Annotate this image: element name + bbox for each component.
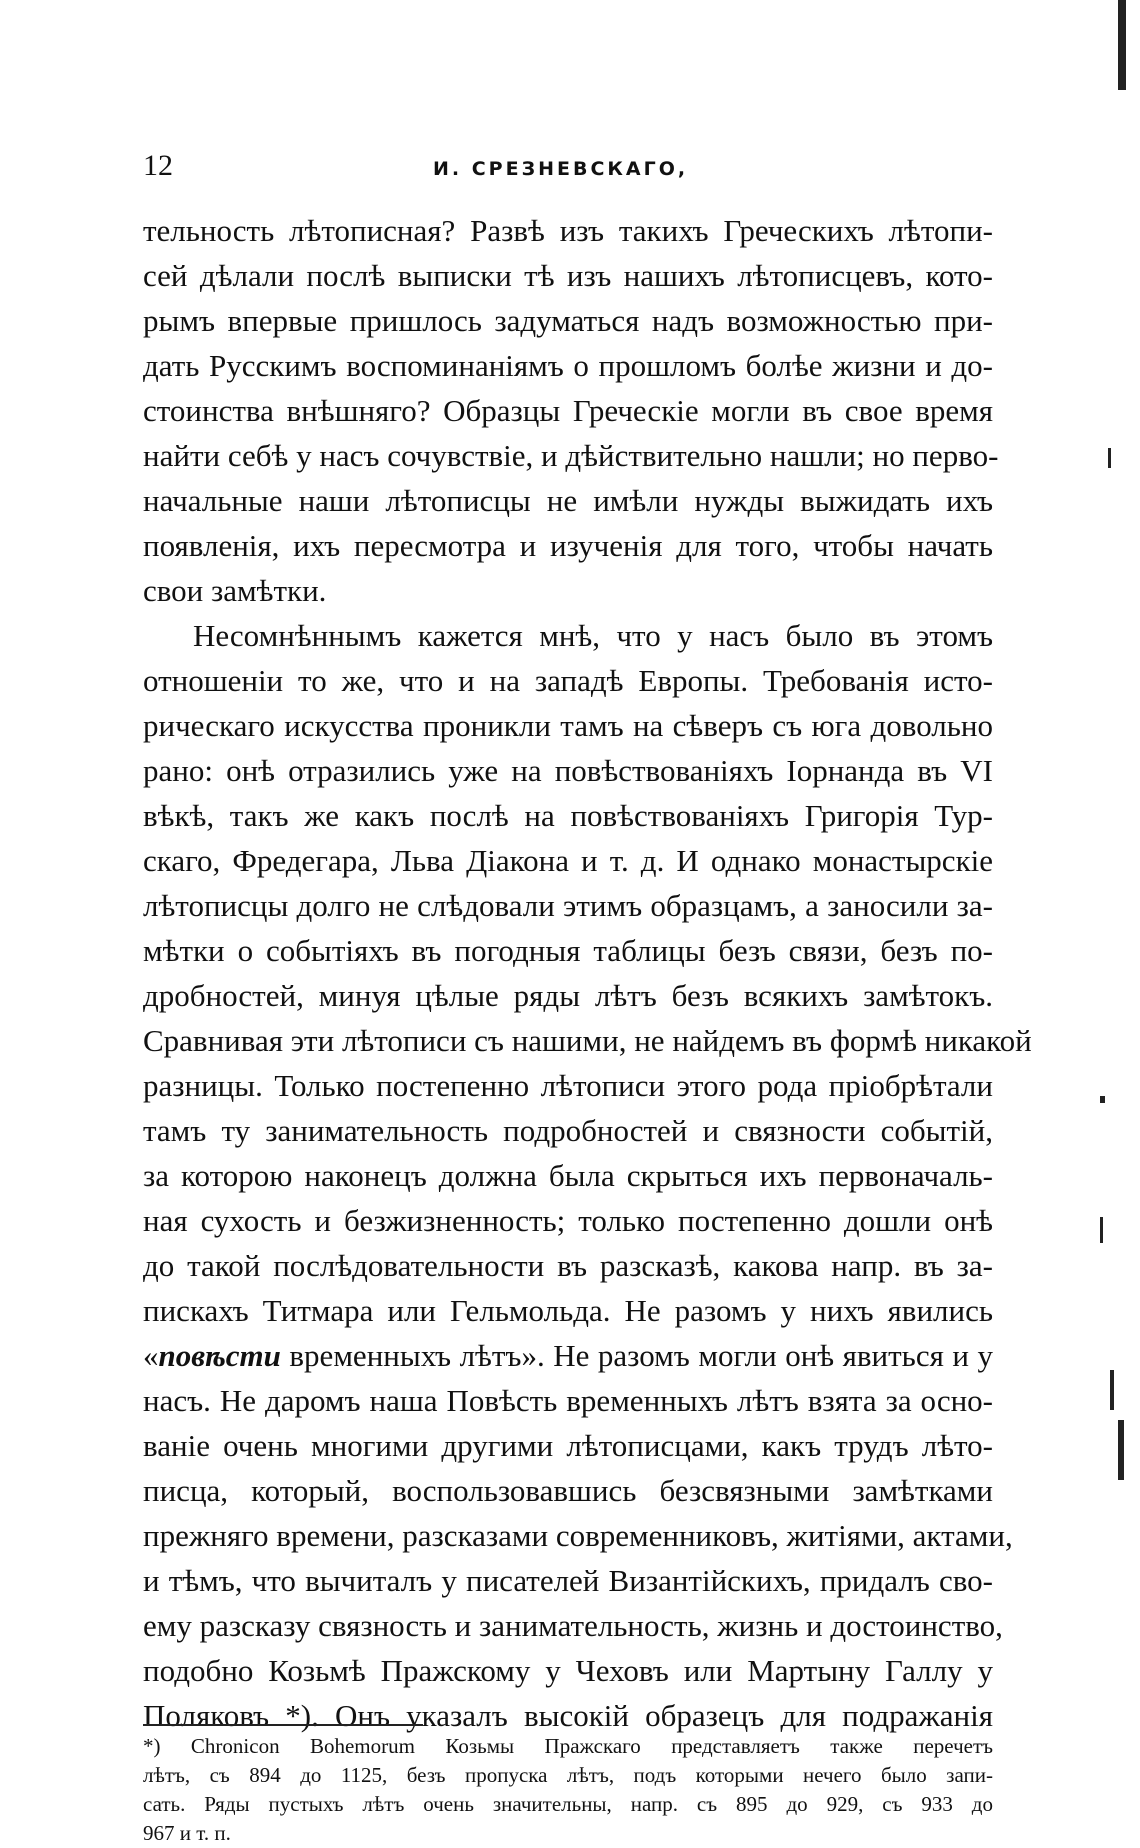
text-line: начальные наши лѣтописцы не имѣли нужды выжидать ихъ: [143, 483, 993, 518]
footnote-line: лѣтъ, съ 894 до 1125, безъ пропуска лѣтъ, подъ которыми нечего было запи-: [143, 1763, 993, 1787]
text-line: до такой послѣдовательности въ разсказѣ, какова напр. въ за-: [143, 1248, 993, 1283]
scan-mark: [1110, 1370, 1114, 1410]
page-number: 12: [143, 149, 173, 182]
text-line: тамъ ту занимательность подробностей и связности событій,: [143, 1113, 993, 1148]
text-line: дать Русскимъ воспоминаніямъ о прошломъ болѣе жизни и до-: [143, 348, 993, 383]
text-line: рымъ впервые пришлось задуматься надъ возможностью при-: [143, 303, 993, 338]
body-text: [143, 208, 1032, 1738]
text-line: разницы. Только постепенно лѣтописи этого рода пріобрѣтали: [143, 1068, 993, 1103]
footnote-line: 967 и т. п.: [143, 1821, 231, 1845]
text-line: появленія, ихъ пересмотра и изученія для того, чтобы начать: [143, 528, 993, 563]
text-line: вѣкѣ, такъ же какъ послѣ на повѣствованіяхъ Григорія Тур-: [143, 798, 993, 833]
text-line: ему разсказу связность и занимательность, жизнь и достоинство,: [143, 1608, 1003, 1643]
text-line: писца, который, воспользовавшись безсвязными замѣтками: [143, 1473, 993, 1508]
text-line: пискахъ Титмара или Гельмольда. Не разомъ у нихъ явились: [143, 1293, 993, 1328]
text-line: свои замѣтки.: [143, 573, 327, 608]
text-line: мѣтки о событіяхъ въ погодныя таблицы безъ связи, безъ по-: [143, 933, 993, 968]
text-line: подобно Козьмѣ Пражскому у Чеховъ или Мартыну Галлу у: [143, 1653, 993, 1688]
text-line: дробностей, минуя цѣлые ряды лѣтъ безъ всякихъ замѣтокъ.: [143, 978, 993, 1013]
footnote: [143, 1732, 993, 1848]
text-line: ваніе очень многими другими лѣтописцами, какъ трудъ лѣто-: [143, 1428, 993, 1463]
text-line: ная сухость и безжизненность; только постепенно дошли онѣ: [143, 1203, 993, 1238]
text-line: прежняго времени, разсказами современниковъ, житіями, актами,: [143, 1518, 1013, 1553]
text-line: отношеніи то же, что и на западѣ Европы. Требованія исто-: [143, 663, 993, 698]
scan-mark: [1118, 0, 1126, 90]
text-line: рано: онѣ отразились уже на повѣствованіяхъ Іорнанда въ VI: [143, 753, 993, 788]
text-line: стоинства внѣшняго? Образцы Греческіе могли въ свое время: [143, 393, 993, 428]
footnote-divider: [143, 1724, 423, 1726]
text-line: и тѣмъ, что вычиталъ у писателей Византійскихъ, придалъ сво-: [143, 1563, 993, 1598]
page-header: [143, 148, 993, 190]
italic-word: повѣсти: [158, 1338, 281, 1373]
quote-open: «: [143, 1338, 159, 1373]
scan-mark: [1108, 448, 1111, 468]
text-line: найти себѣ у насъ сочувствіе, и дѣйствительно нашли; но перво-: [143, 438, 999, 473]
text-line: Поляковъ *). Онъ указалъ высокій образецъ для подражанія: [143, 1698, 993, 1733]
paragraph-start-line: Несомнѣннымъ кажется мнѣ, что у насъ было въ этомъ: [193, 618, 993, 653]
text-line: лѣтописцы долго не слѣдовали этимъ образцамъ, а заносили за-: [143, 888, 993, 923]
text-line: тельность лѣтописная? Развѣ изъ такихъ Греческихъ лѣтопи-: [143, 213, 993, 248]
text-line: рическаго искусства проникли тамъ на сѣверъ съ юга довольно: [143, 708, 993, 743]
text-line: сей дѣлали послѣ выписки тѣ изъ нашихъ лѣтописцевъ, кото-: [143, 258, 993, 293]
text-line: за которою наконецъ должна была скрыться ихъ первоначаль-: [143, 1158, 993, 1193]
footnote-line: *) Chronicon Bohemorum Козьмы Пражскаго представляетъ также перечетъ: [143, 1734, 993, 1758]
text-line: скаго, Фредегара, Льва Діакона и т. д. И однако монастырскіе: [143, 843, 993, 878]
line-remainder: временныхъ лѣтъ». Не разомъ могли онѣ явиться и у: [280, 1338, 993, 1373]
text-line: Сравнивая эти лѣтописи съ нашими, не найдемъ въ формѣ никакой: [143, 1023, 1032, 1058]
text-line: насъ. Не даромъ наша Повѣсть временныхъ лѣтъ взята за осно-: [143, 1383, 993, 1418]
scan-mark: [1100, 1096, 1105, 1103]
text-line-with-italic: [143, 1333, 993, 1378]
running-head: И. СРЕЗНЕВСКАГО,: [433, 158, 689, 180]
footnote-line: сать. Ряды пустыхъ лѣтъ очень значительны, напр. съ 895 до 929, съ 933 до: [143, 1792, 993, 1816]
scan-mark: [1118, 1420, 1124, 1480]
scan-mark: [1100, 1217, 1103, 1243]
